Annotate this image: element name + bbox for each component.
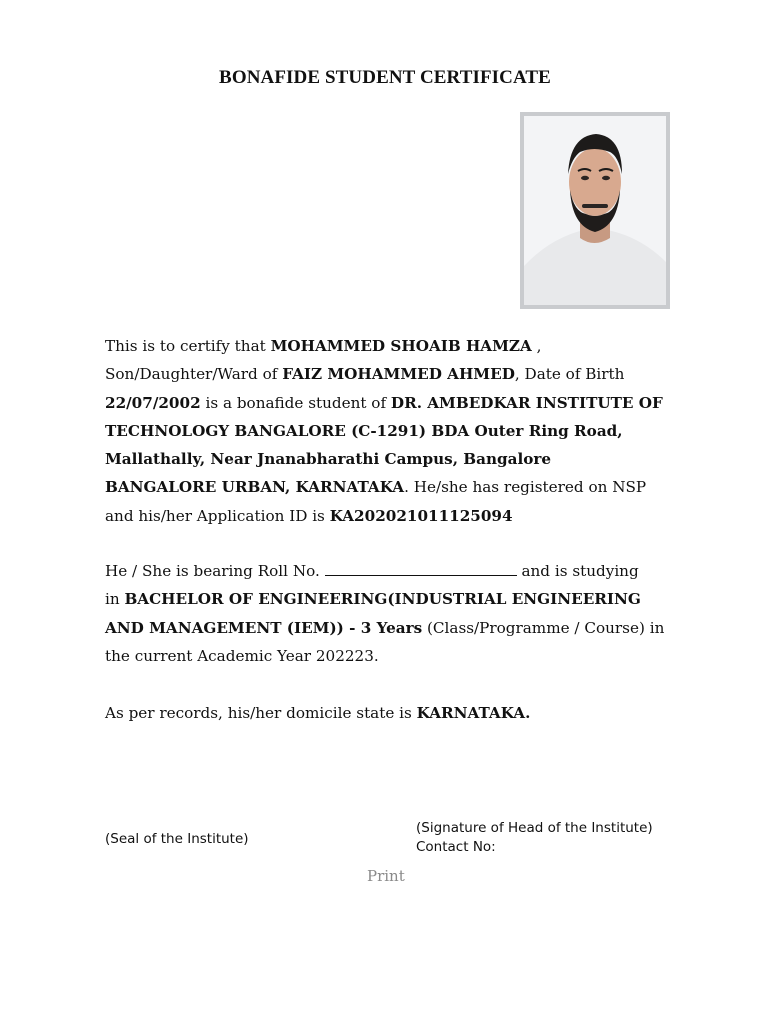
certificate-paragraph-1 [105,332,663,530]
course-name-line-2: AND MANAGEMENT (IEM)) - 3 Years [105,618,423,637]
dob-label: , Date of Birth [514,365,625,384]
course-suffix-text: (Class/Programme / Course) in [422,618,665,637]
student-of-text: is a bonafide student of [200,393,391,412]
application-id-label: and his/her Application ID is [105,506,330,525]
signature-caption: (Signature of Head of the Institute) [416,820,653,836]
institute-name-line-1: DR. AMBEDKAR INSTITUTE OF [390,393,663,412]
student-photo-image [524,116,666,305]
intro-text: This is to certify that [105,337,271,355]
contact-number-label: Contact No: [416,839,496,855]
certificate-paragraph-2 [105,557,664,670]
academic-year-text: the current Academic Year 202223. [105,646,379,665]
in-label: in [105,590,125,609]
print-link[interactable]: Print [367,867,405,885]
after-name-text: , [531,337,542,355]
district-state: BANGALORE URBAN, KARNATAKA [105,478,405,497]
institute-name-line-2: TECHNOLOGY BANGALORE (C-1291) BDA Outer Ring Road, [105,421,623,440]
certificate-paragraph-3 [105,699,530,727]
date-of-birth: 22/07/2002 [105,393,201,412]
domicile-label: As per records, his/her domicile state is [105,704,417,722]
course-name-line-1: BACHELOR OF ENGINEERING(INDUSTRIAL ENGINEERING [124,590,641,609]
student-photo [520,112,670,309]
relation-label: Son/Daughter/Ward of [105,365,283,384]
institute-address-line: Mallathally, Near Jnanabharathi Campus, Bangalore [105,450,552,469]
student-name: MOHAMMED SHOAIB HAMZA [270,337,532,355]
registered-text: . He/she has registered on NSP [404,478,647,497]
parent-name: FAIZ MOHAMMED AHMED [282,365,515,384]
roll-number-blank [325,561,517,576]
application-id: KA202021011125094 [329,506,513,525]
signature-block [416,819,653,857]
roll-number-label: He / She is bearing Roll No. [105,562,325,580]
seal-caption: (Seal of the Institute) [105,831,249,847]
domicile-state: KARNATAKA. [416,704,531,722]
studying-text: and is studying [516,562,639,580]
certificate-title: BONAFIDE STUDENT CERTIFICATE [219,67,551,88]
